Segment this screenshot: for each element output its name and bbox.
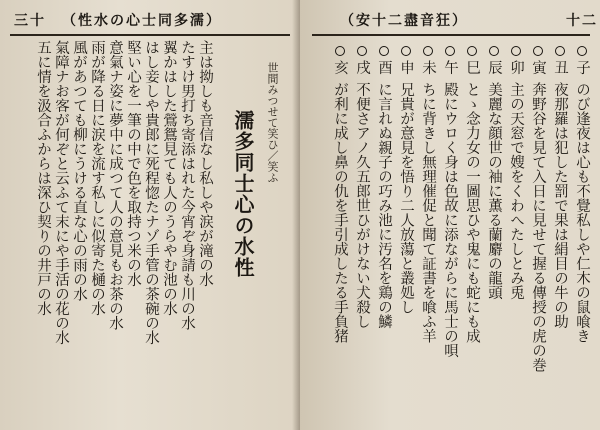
- bullet-circle-icon: [335, 46, 345, 56]
- right-line-8: ちに背きし無理催促と聞て証書を喰ふ羊: [420, 82, 436, 343]
- left-line-9: 氣障ナお客が何ぞと云ふて末にや手活の花の水: [53, 40, 69, 345]
- bullet-circle-icon: [379, 46, 389, 56]
- bullet-circle-icon: [511, 46, 521, 56]
- bullet-circle-icon: [489, 46, 499, 56]
- right-line-5: 美麗な顔世の袖に薫る蘭麝の龍頭: [486, 82, 502, 300]
- left-running-head: （性水の心士同多濡）: [62, 13, 222, 29]
- zodiac-5: 辰: [486, 60, 502, 75]
- zodiac-9: 申: [398, 60, 414, 75]
- right-line-7: 殿にウロく身は色故に添ながらに馬士の唄: [442, 82, 458, 358]
- bullet-circle-icon: [445, 46, 455, 56]
- left-page-number: 三十: [14, 13, 46, 29]
- right-line-12: が利に成し鼻の仇を手引成したる手負猪: [332, 82, 348, 343]
- right-line-1: のび逢夜は心も不覺私しや仁木の鼠喰き: [574, 82, 590, 343]
- right-line-2: 夜那羅は犯した罰で果は絹目の牛の助: [552, 82, 568, 329]
- left-line-5: 堅い心を一筆の中で色を取持つ米の水: [125, 40, 141, 287]
- right-line-9: 兄貴が意見を悟り二人放蕩と叢処し: [398, 82, 414, 314]
- right-line-4: 主の天窓で嫂をくわへたしとみ兎: [508, 82, 524, 300]
- zodiac-8: 未: [420, 60, 436, 75]
- zodiac-4: 卯: [508, 60, 524, 75]
- zodiac-3: 寅: [530, 60, 546, 75]
- left-header-rule: [10, 34, 290, 36]
- left-line-1: 主は拗しも音信なし私しや涙が滝の水: [197, 40, 213, 287]
- zodiac-1: 子: [574, 60, 590, 75]
- right-line-10: に言れぬ親子の巧み池に汚名を鶏の鱗: [376, 82, 392, 329]
- zodiac-12: 亥: [332, 60, 348, 75]
- bullet-circle-icon: [533, 46, 543, 56]
- right-page: [300, 0, 600, 430]
- zodiac-11: 戌: [354, 60, 370, 75]
- right-line-11: 不便さアノ久五郎世ひがけない犬殺し: [354, 82, 370, 329]
- intro-note: 世間みつせて笑ひ／笑ふ: [266, 62, 279, 183]
- bullet-circle-icon: [401, 46, 411, 56]
- bullet-circle-icon: [555, 46, 565, 56]
- bullet-circle-icon: [577, 46, 587, 56]
- right-line-3: 奔野谷を見て入日に見せて握る傳授の虎の巻: [530, 82, 546, 372]
- zodiac-2: 丑: [552, 60, 568, 75]
- zodiac-6: 巳: [464, 60, 480, 75]
- bullet-circle-icon: [357, 46, 367, 56]
- bullet-circle-icon: [467, 46, 477, 56]
- left-line-6: 意氣ナ姿に夢中に成つて人の意見もお茶の水: [107, 40, 123, 330]
- right-line-6: とゝ念力女の一圖思ひや鬼にも蛇にも成: [464, 82, 480, 343]
- zodiac-7: 午: [442, 60, 458, 75]
- right-header-rule: [312, 34, 590, 36]
- poem-title: 濡多同士心の水性: [231, 110, 255, 278]
- left-line-8: 風があつても柳にうける直な心の雨の水: [71, 40, 87, 301]
- zodiac-10: 酉: [376, 60, 392, 75]
- left-line-7: 雨が降る日に涙を流す私しに似寄た樋の水: [89, 40, 105, 316]
- left-line-10: 五に情を汲合ふからは深ひ契りの井戸の水: [35, 40, 51, 316]
- right-running-head: （安十二盡音狂）: [340, 13, 468, 29]
- right-page-number: 十二: [566, 13, 598, 29]
- left-line-2: たすけ男打ち寄添はれた今宵ぞ身請も川の水: [179, 40, 195, 330]
- left-line-4: はし妾しや貴郎に死程惚たナゾ手管の茶碗の水: [143, 40, 159, 345]
- bullet-circle-icon: [423, 46, 433, 56]
- left-line-3: 翼かはした鶯鴛見ても人のうらやむ池の水: [161, 40, 177, 316]
